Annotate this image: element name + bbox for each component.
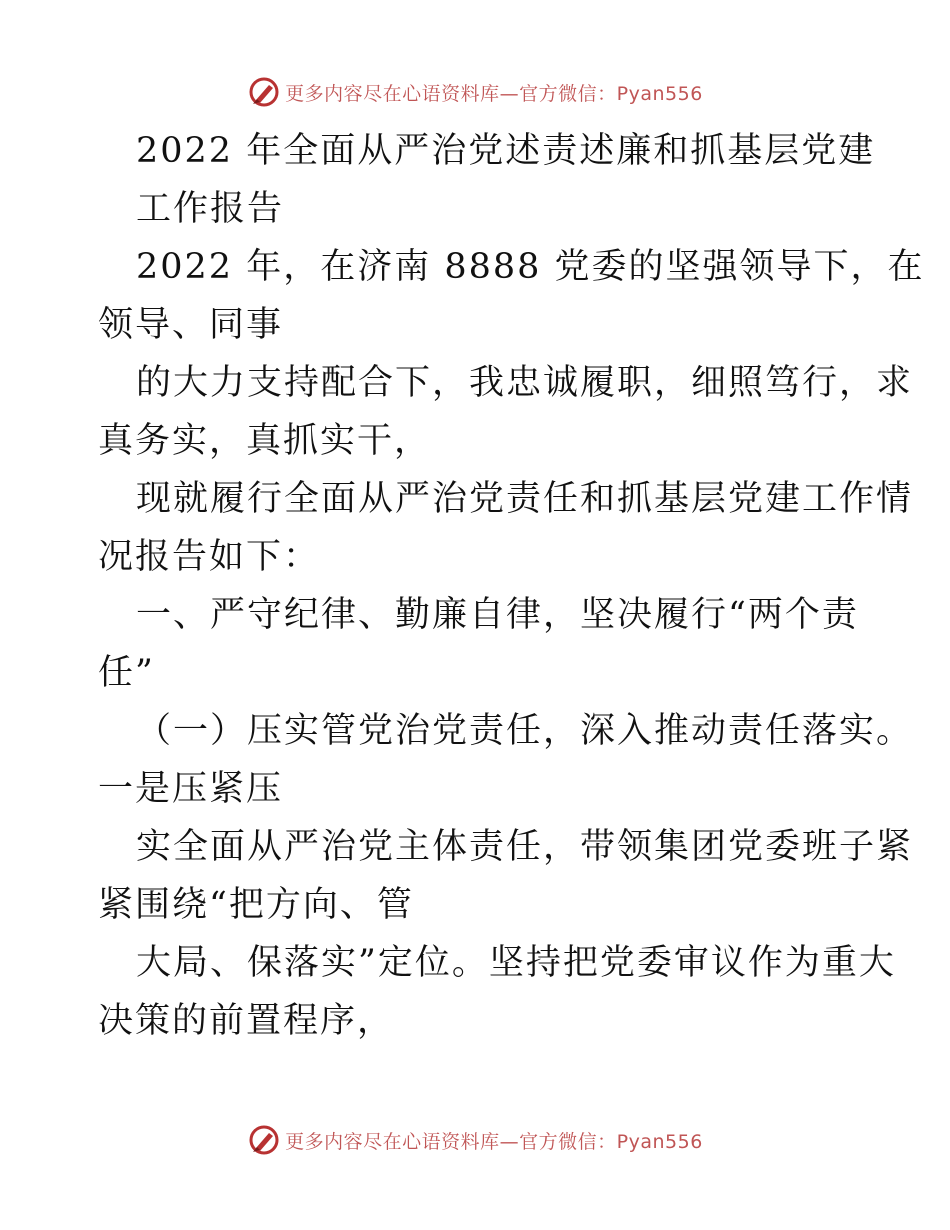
- footer-watermark: [0, 1120, 950, 1160]
- watermark-text: 更多内容尽在心语资料库—官方微信：Pyan556: [285, 82, 703, 105]
- watermark-text: 更多内容尽在心语资料库—官方微信：Pyan556: [285, 1130, 703, 1153]
- paragraph-line: 况报告如下：: [98, 537, 321, 577]
- paragraph-line: 一是压紧压: [98, 769, 284, 809]
- paragraph-line: 现就履行全面从严治党责任和抓基层党建工作情: [136, 479, 914, 519]
- header-watermark: [0, 72, 950, 112]
- paragraph-line: 大局、保落实”定位。坚持把党委审议作为重大: [136, 943, 896, 983]
- paragraph-line: 2022 年，在济南 8888 党委的坚强领导下，在: [136, 247, 925, 287]
- paragraph-line: 的大力支持配合下，我忠诚履职，细照笃行，求: [136, 363, 914, 403]
- doc-title-line-1: 2022 年全面从严治党述责述廉和抓基层党建: [136, 131, 876, 171]
- pen-logo-icon: [247, 75, 281, 109]
- section-heading-line: 任”: [98, 653, 155, 693]
- paragraph-line: 真务实，真抓实干，: [98, 421, 432, 461]
- subsection-heading-line: （一）压实管党治党责任，深入推动责任落实。: [136, 711, 914, 751]
- pen-logo-icon: [247, 1123, 281, 1157]
- paragraph-line: 紧围绕“把方向、管: [98, 885, 414, 925]
- document-body: [98, 122, 925, 1050]
- section-heading-line: 一、严守纪律、勤廉自律，坚决履行“两个责: [136, 595, 859, 635]
- doc-title-line-2: 工作报告: [136, 189, 285, 229]
- paragraph-line: 领导、同事: [98, 305, 284, 345]
- paragraph-line: 决策的前置程序，: [98, 1001, 395, 1041]
- paragraph-line: 实全面从严治党主体责任，带领集团党委班子紧: [136, 827, 914, 867]
